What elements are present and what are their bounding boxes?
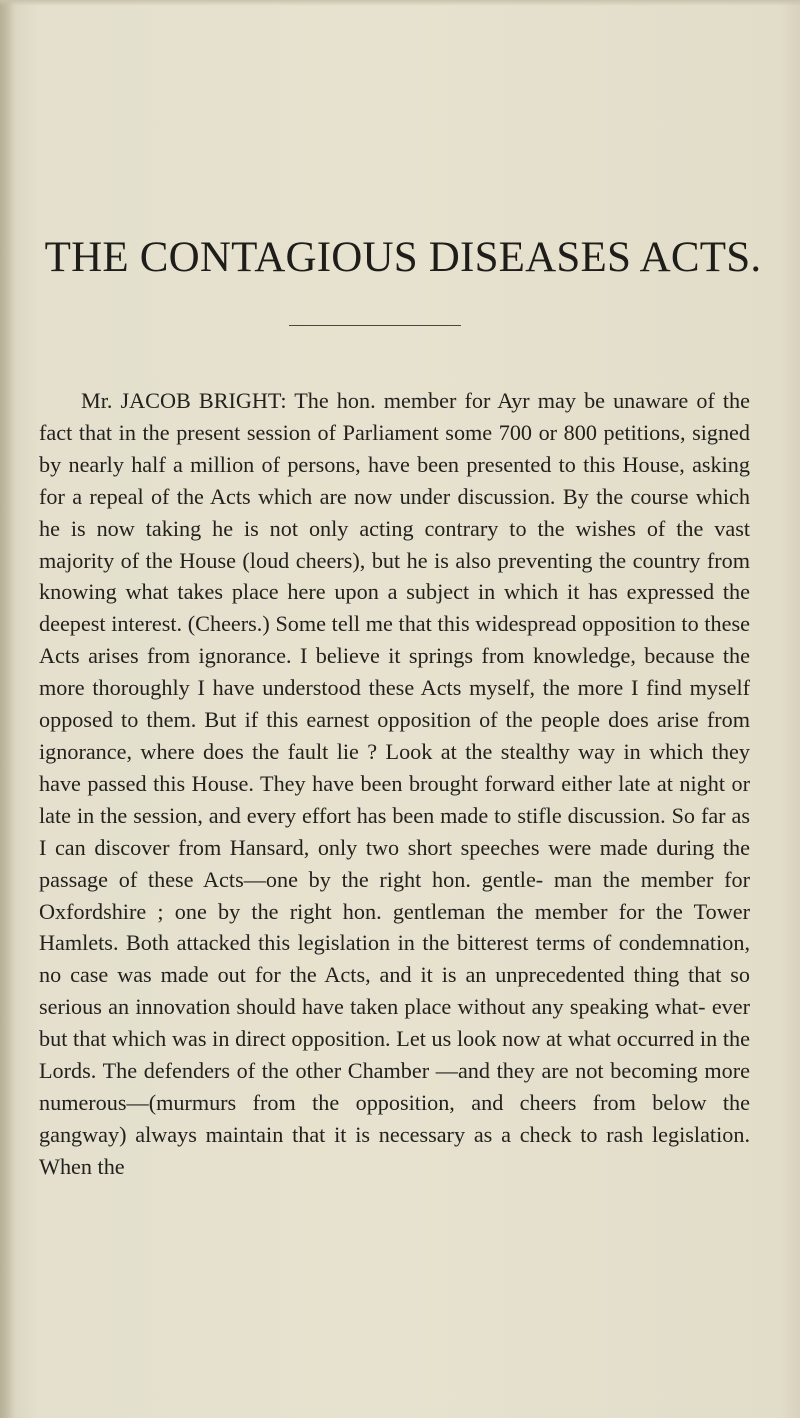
page-gutter-shadow	[0, 0, 14, 1418]
page-top-edge	[0, 0, 800, 6]
page-title: THE CONTAGIOUS DISEASES ACTS.	[44, 234, 762, 281]
title-divider	[289, 325, 461, 326]
body-paragraph: Mr. JACOB BRIGHT: The hon. member for Ayr may be unaware of the fact that in the present session of Parliament some 700 or 800 petitions, signed by nearly half a million of persons, have been presented to this House, asking for a repeal of the Acts which are now under discussion. By the course which he is now taking he is not only acting contrary to the wishes of the vast majority of the House (loud cheers), but he is also preventing the country from knowing what takes place here upon a subject in which it has expressed the deepest interest. (Cheers.) Some tell me that this widespread opposition to these Acts arises from ignorance. I believe it springs from knowledge, because the more thoroughly I have understood these Acts myself, the more I find myself opposed to them. But if this earnest opposition of the people does arise from ignorance, where does the fault lie ? Look at the stealthy way in which they have passed this House. They have been brought forward either late at night or late in the session, and every effort has been made to stifle discussion. So far as I can discover from Hansard, only two short speeches were made during the passage of these Acts—one by the right hon. gentle- man the member for Oxfordshire ; one by the right hon. gentleman the member for the Tower Hamlets. Both attacked this legislation in the bitterest terms of condemnation, no case was made out for the Acts, and it is an unprecedented thing that so serious an innovation should have taken place without any speaking what- ever but that which was in direct opposition. Let us look now at what occurred in the Lords. The defenders of the other Chamber —and they are not becoming more numerous—(murmurs from the opposition, and cheers from below the gangway) always maintain that it is necessary as a check to rash legislation. When the	[39, 388, 750, 1179]
